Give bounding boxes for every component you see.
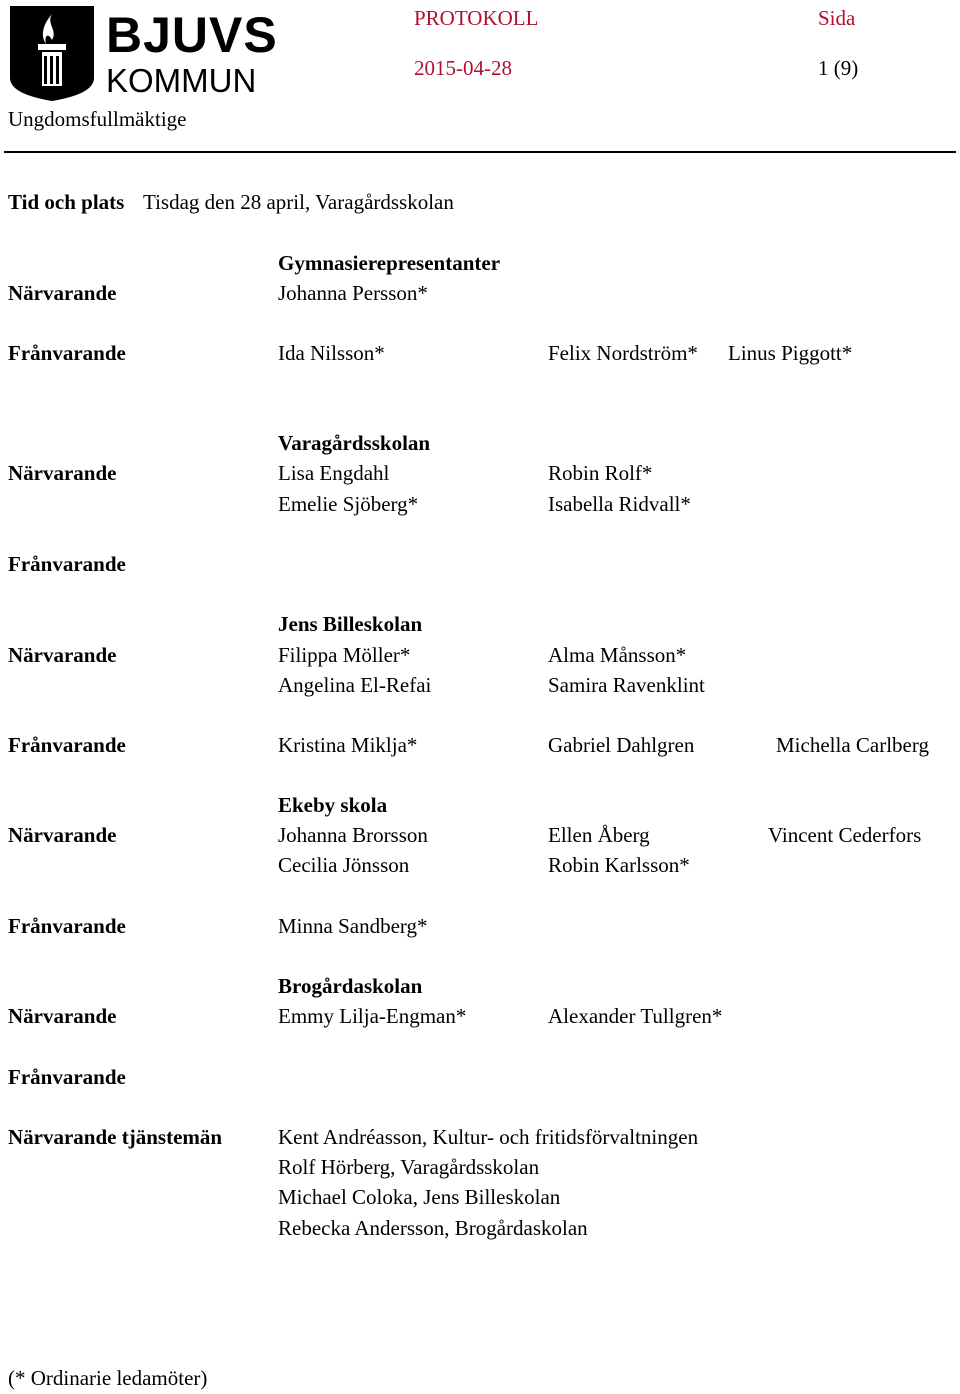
section-title-ekeby: Ekeby skola <box>278 793 388 817</box>
present-name: Robin Karlsson* <box>548 853 690 877</box>
municipality-logo <box>8 4 278 102</box>
absent-label: Frånvarande <box>8 552 126 576</box>
official-item: Rolf Hörberg, Varagårdsskolan <box>278 1155 540 1179</box>
official-item: Kent Andréasson, Kultur- och fritidsförvaltningen <box>278 1125 699 1149</box>
present-name: Filippa Möller* <box>278 643 411 667</box>
present-name: Robin Rolf* <box>548 461 653 485</box>
page-label: Sida <box>818 6 856 30</box>
absent-label: Frånvarande <box>8 914 126 938</box>
absent-name: Michella Carlberg <box>776 733 929 757</box>
absent-name: Felix Nordström* <box>548 341 698 365</box>
present-label: Närvarande <box>8 281 117 305</box>
absent-name: Ida Nilsson* <box>278 341 385 365</box>
present-name: Emelie Sjöberg* <box>278 492 419 516</box>
present-name: Johanna Brorsson <box>278 823 428 847</box>
present-name: Angelina El-Refai <box>278 673 432 697</box>
present-name: Johanna Persson* <box>278 281 428 305</box>
absent-label: Frånvarande <box>8 341 126 365</box>
logo-line-2: KOMMUN <box>106 62 257 99</box>
absent-name: Gabriel Dahlgren <box>548 733 695 757</box>
present-name: Isabella Ridvall* <box>548 492 691 516</box>
present-name: Alma Månsson* <box>548 643 687 667</box>
section-title-gymnasie: Gymnasierepresentanter <box>278 251 501 275</box>
doc-type: PROTOKOLL <box>414 6 539 30</box>
present-name: Cecilia Jönsson <box>278 853 410 877</box>
absent-label: Frånvarande <box>8 733 126 757</box>
present-label: Närvarande <box>8 461 117 485</box>
present-name: Lisa Engdahl <box>278 461 390 485</box>
doc-date: 2015-04-28 <box>414 56 512 80</box>
section-title-brogard: Brogårdaskolan <box>278 974 423 998</box>
section-title-varagard: Varagårdsskolan <box>278 431 431 455</box>
meeting-value: Tisdag den 28 april, Varagårdsskolan <box>143 190 454 214</box>
page-number: 1 (9) <box>818 56 859 80</box>
body-name: Ungdomsfullmäktige <box>8 107 187 131</box>
present-name: Alexander Tullgren* <box>548 1004 723 1028</box>
footnote: (* Ordinarie ledamöter) <box>8 1366 208 1390</box>
absent-name: Linus Piggott* <box>728 341 853 365</box>
absent-name: Minna Sandberg* <box>278 914 428 938</box>
official-item: Michael Coloka, Jens Billeskolan <box>278 1185 561 1209</box>
section-title-jensbille: Jens Billeskolan <box>278 612 423 636</box>
present-name: Ellen Åberg <box>548 823 650 847</box>
present-label: Närvarande <box>8 823 117 847</box>
meeting-label: Tid och plats <box>8 190 125 214</box>
header-divider <box>4 151 956 153</box>
present-label: Närvarande <box>8 1004 117 1028</box>
officials-label: Närvarande tjänstemän <box>8 1125 223 1149</box>
present-name: Vincent Cederfors <box>768 823 922 847</box>
absent-name: Kristina Miklja* <box>278 733 418 757</box>
present-name: Emmy Lilja-Engman* <box>278 1004 467 1028</box>
logo-line-1: BJUVS <box>106 7 278 63</box>
present-label: Närvarande <box>8 643 117 667</box>
present-name: Samira Ravenklint <box>548 673 705 697</box>
absent-label: Frånvarande <box>8 1065 126 1089</box>
official-item: Rebecka Andersson, Brogårdaskolan <box>278 1216 588 1240</box>
torch-emblem-icon <box>8 4 98 102</box>
